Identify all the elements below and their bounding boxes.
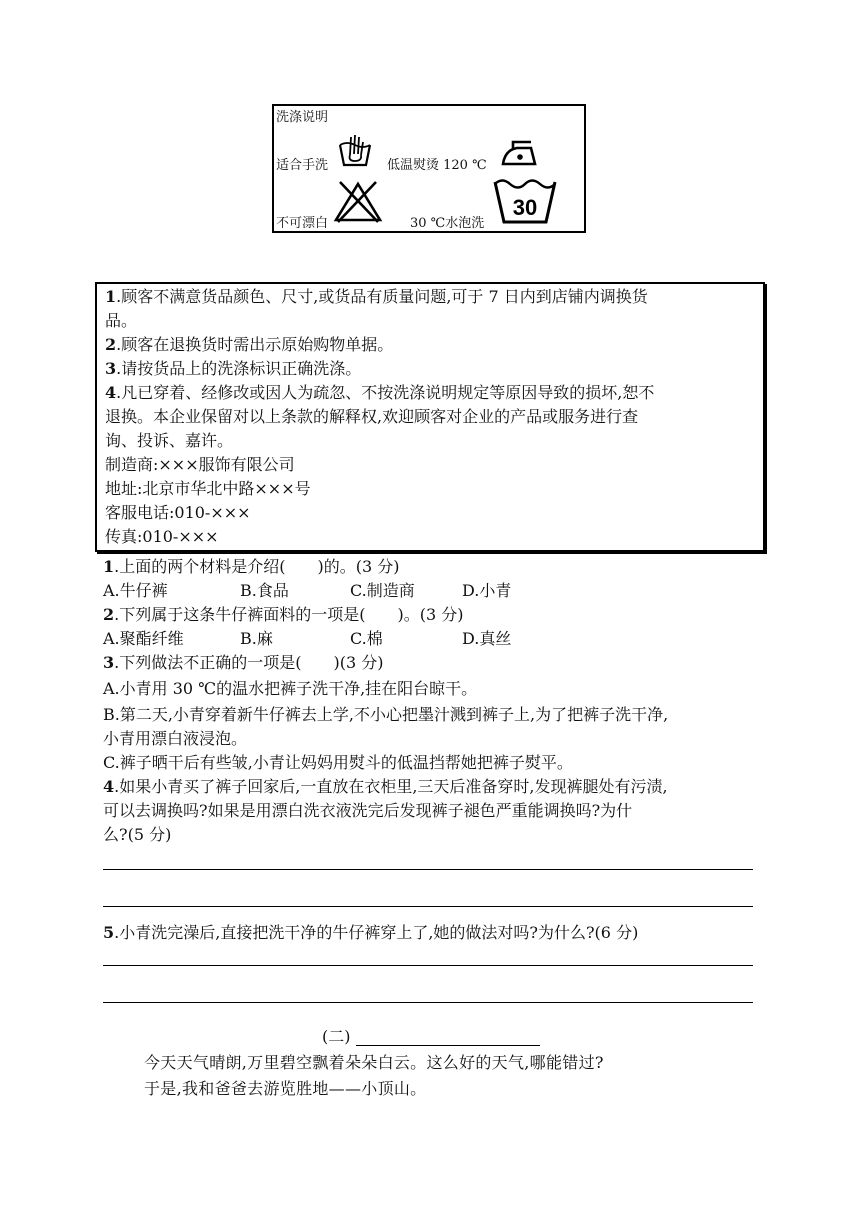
answer-line-q5-1[interactable] bbox=[103, 965, 753, 966]
care-label-box bbox=[272, 104, 586, 233]
notice-line: 品。 bbox=[105, 311, 138, 330]
question-1-option-a[interactable]: A.牛仔裤 bbox=[103, 581, 168, 600]
store-notice-box bbox=[95, 282, 765, 552]
answer-line-q5-2[interactable] bbox=[103, 1002, 753, 1003]
question-2-option-a[interactable]: A.聚酯纤维 bbox=[103, 629, 184, 648]
question-2-option-d[interactable]: D.真丝 bbox=[462, 629, 512, 648]
question-2-stem: 2.下列属于这条牛仔裤面料的一项是( )。(3 分) bbox=[103, 605, 464, 624]
wash-temp-number: 30 bbox=[512, 195, 538, 220]
question-2-option-c[interactable]: C.棉 bbox=[350, 629, 383, 648]
question-4-stem-line: 么?(5 分) bbox=[103, 825, 172, 844]
fax: 传真:010-××× bbox=[105, 527, 219, 546]
notice-line: 询、投诉、嘉许。 bbox=[105, 431, 234, 450]
no-bleach-label: 不可漂白 bbox=[276, 216, 329, 231]
answer-line-q4-2[interactable] bbox=[103, 906, 753, 907]
passage-line: 于是,我和爸爸去游览胜地——小顶山。 bbox=[144, 1079, 427, 1098]
question-1-option-b[interactable]: B.食品 bbox=[240, 581, 289, 600]
question-3-stem: 3.下列做法不正确的一项是( )(3 分) bbox=[103, 653, 384, 672]
question-4-stem-line: 可以去调换吗?如果是用漂白洗衣液洗完后发现裤子褪色严重能调换吗?为什 bbox=[103, 801, 633, 820]
question-1-option-c[interactable]: C.制造商 bbox=[350, 581, 415, 600]
hand-wash-label: 适合手洗 bbox=[276, 158, 329, 173]
question-3-option-b-cont: 小青用漂白液浸泡。 bbox=[103, 729, 248, 748]
question-2-option-b[interactable]: B.麻 bbox=[240, 629, 273, 648]
passage-line: 今天天气晴朗,万里碧空飘着朵朵白云。这么好的天气,哪能错过? bbox=[144, 1053, 604, 1072]
question-4-stem: 4.如果小青买了裤子回家后,一直放在衣柜里,三天后准备穿时,发现裤腿处有污渍, bbox=[103, 777, 668, 796]
care-label-title: 洗涤说明 bbox=[276, 110, 329, 125]
notice-line: 2.顾客在退换货时需出示原始购物单据。 bbox=[105, 335, 394, 354]
question-1-option-d[interactable]: D.小青 bbox=[462, 581, 512, 600]
notice-line: 3.请按货品上的洗涤标识正确洗涤。 bbox=[105, 359, 362, 378]
iron-icon bbox=[499, 138, 539, 168]
manufacturer: 制造商:×××服饰有限公司 bbox=[105, 455, 295, 474]
wash-30-icon bbox=[492, 172, 558, 226]
section-title: (二) bbox=[322, 1027, 351, 1046]
question-3-option-a[interactable]: A.小青用 30 ℃的温水把裤子洗干净,挂在阳台晾干。 bbox=[103, 679, 478, 698]
answer-line-q4-1[interactable] bbox=[103, 869, 753, 870]
no-bleach-icon bbox=[332, 178, 384, 224]
notice-line: 1.顾客不满意货品颜色、尺寸,或货品有质量问题,可于 7 日内到店铺内调换货 bbox=[105, 287, 648, 306]
hand-wash-icon bbox=[338, 133, 372, 169]
question-3-option-c[interactable]: C.裤子晒干后有些皱,小青让妈妈用熨斗的低温挡帮她把裤子熨平。 bbox=[103, 753, 573, 772]
soak-label: 30 ℃水泡洗 bbox=[410, 216, 485, 231]
address: 地址:北京市华北中路×××号 bbox=[105, 479, 311, 498]
iron-label: 低温熨烫 120 ℃ bbox=[387, 158, 487, 173]
section-title-blank[interactable] bbox=[356, 1045, 540, 1046]
notice-line: 退换。本企业保留对以上条款的解释权,欢迎顾客对企业的产品或服务进行查 bbox=[105, 407, 639, 426]
question-1-stem: 1.上面的两个材料是介绍( )的。(3 分) bbox=[103, 557, 400, 576]
question-5-stem: 5.小青洗完澡后,直接把洗干净的牛仔裤穿上了,她的做法对吗?为什么?(6 分) bbox=[103, 923, 639, 942]
notice-line: 4.凡已穿着、经修改或因人为疏忽、不按洗涤说明规定等原因导致的损坏,恕不 bbox=[105, 383, 655, 402]
service-phone: 客服电话:010-××× bbox=[105, 503, 251, 522]
question-3-option-b[interactable]: B.第二天,小青穿着新牛仔裤去上学,不小心把墨汁溅到裤子上,为了把裤子洗干净, bbox=[103, 705, 669, 724]
